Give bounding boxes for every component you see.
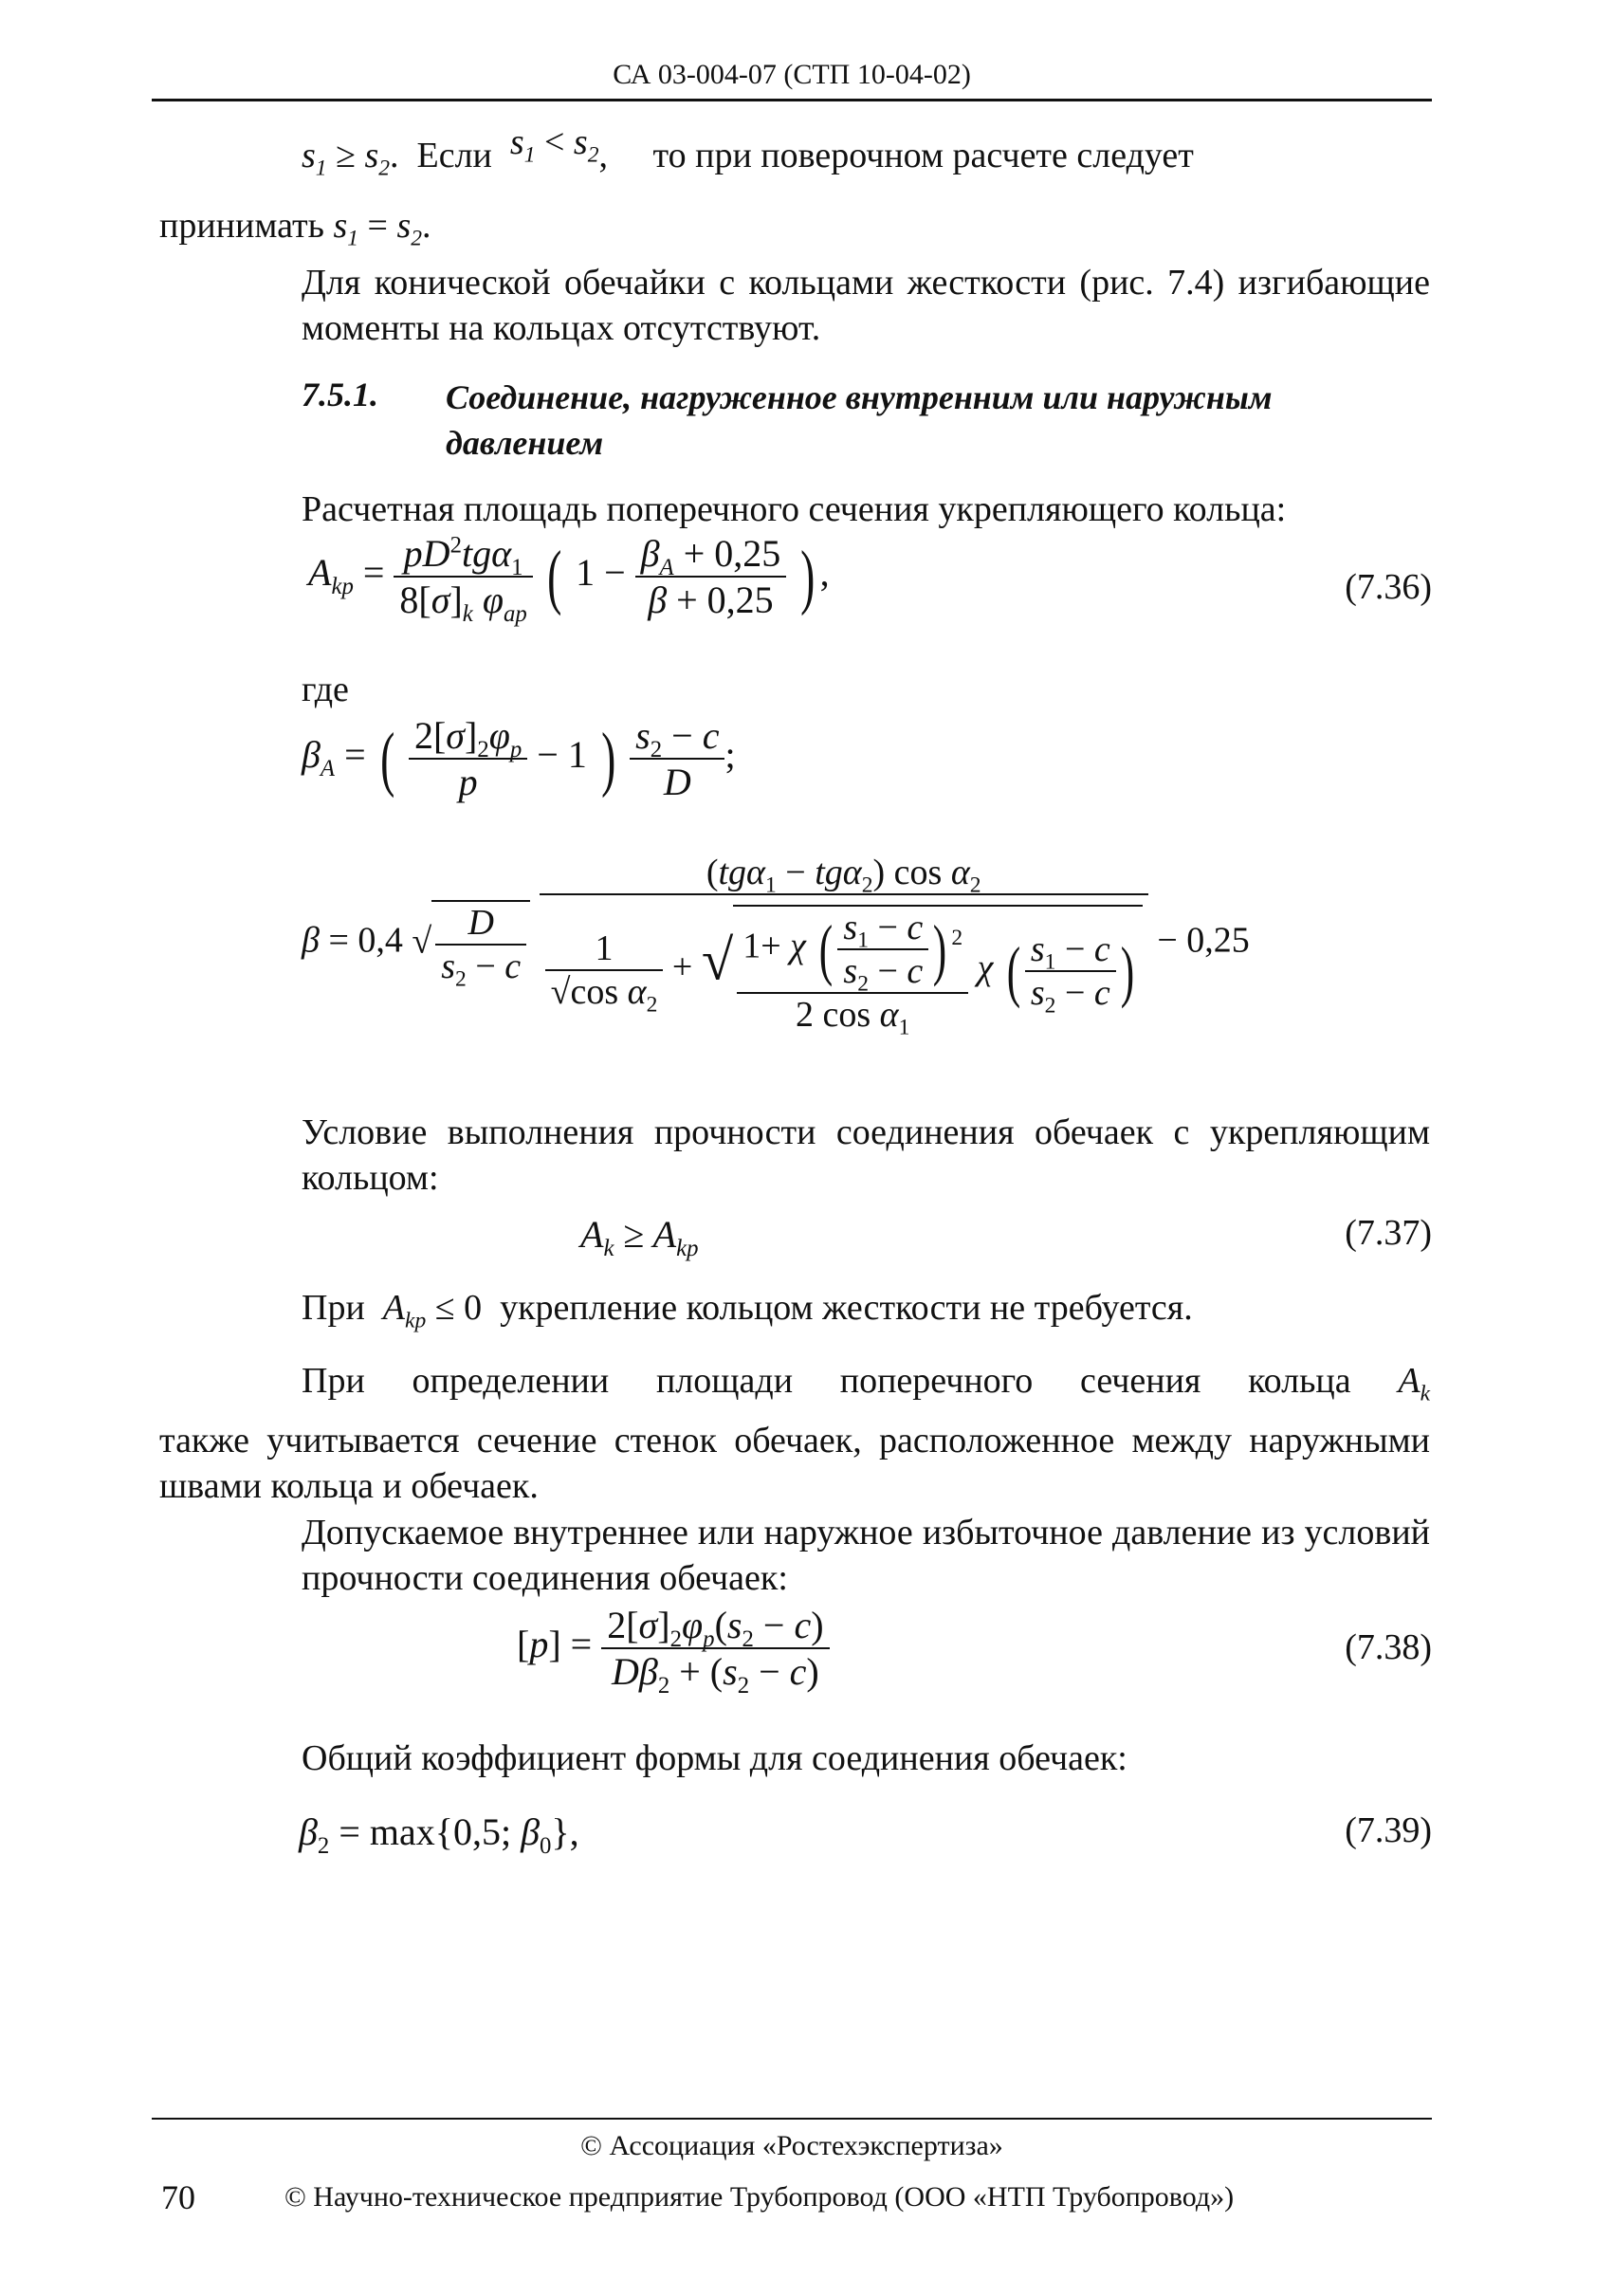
page-number: 70 [161,2178,195,2216]
paragraph-7-lead: При определении площади поперечного сечения кольца [302,1361,1351,1401]
paragraph-3: Для конической обечайки с кольцами жесткости (рис. 7.4) изгибающие моменты на кольцах отсутствуют. [302,263,1430,348]
paragraph-1: $s_1 \ge s_2$. Если $s_1 < s_2$, то при поверочном расчете следует [302,122,1194,181]
section-title: Соединение, нагруженное внутренним или наружным давлением [446,378,1273,462]
inline-formula-akp-le-0: $A_{kp} \le 0$ [382,1288,483,1333]
paragraph-6 [159,1285,1430,1331]
formula-7-38: [p] = $\frac{2[\sigma]_2\varphi_p(s_2 - c)}{D\beta_2 + (s_2 - c)}$ [517,1603,830,1694]
equation-number-7-38: (7.38) [1345,1627,1432,1667]
footer-enterprise: © Научно-техническое предприятие Трубопровод (ООО «НТП Трубопровод») [284,2181,1235,2213]
header-rule [152,99,1432,101]
paragraph-7-line-1 [159,1358,1430,1404]
formula-7-36: $A_{kp}$ = $\frac{pD^2tg\alpha_1}{8[\sigma]_k \varphi_{ap}}$ ( 1 − $\frac{\beta_A + 0,25}{\beta + 0,25}$ ) , [308,532,830,627]
paragraph-2: принимать $s_1 = s_2$. [159,206,431,251]
paragraph-1-if: Если [416,136,492,175]
paragraph-2-lead: принимать [159,206,324,246]
footer-association: © Ассоциация «Ростехэкспертиза» [580,2130,1003,2161]
equation-number-7-39: (7.39) [1345,1810,1432,1850]
formula-beta-a: $\beta_A$ = ( $\frac{2[\sigma]_2\varphi_p}{p}$ − 1 ) $\frac{s_2 - c}{D}$ ; [302,714,736,803]
footer-rule [152,2118,1432,2120]
inline-formula-s1-lt-s2: $s_1 < s_2$ [509,122,599,168]
paragraph-9: Общий коэффициент формы для соединения обечаек: [302,1738,1127,1778]
paragraph-5: Условие выполнения прочности соединения обечаек с укрепляющим кольцом: [302,1112,1430,1198]
paragraph-4: Расчетная площадь поперечного сечения укрепляющего кольца: [302,489,1287,529]
paragraph-6-tail: укрепление кольцом жесткости не требуется. [500,1288,1193,1328]
section-number: 7.5.1. [302,376,378,413]
inline-formula-s1-ge-s2: $s_1 \ge s_2$ [302,136,391,181]
inline-formula-ak: $A_k$ [1398,1361,1431,1406]
inline-formula-s1-eq-s2: $s_1 = s_2$ [333,206,423,251]
formula-7-37: $A_k \ge A_{kp}$ [580,1213,699,1261]
formula-beta: β = 0,4 √ $\frac{D}{s_2 - c}$ (tgα$_1$ − tgα$_2$) $\cos \alpha_2$ $\frac{1}{√\cos \alpha_2}$ + √ 1+ χ ( $\frac{s_1 - c}{s_2 - c}$ ) $^2$ 2 $\cos \alpha_1$ χ ( $\frac{s_1 - c}{s_2 - c}$ ) − 0,25 [302,853,1250,1040]
paragraph-7-rest: также учитывается сечение стенок обечаек, расположенное между наружными швами кольца и обечаек. [159,1421,1430,1506]
paragraph-1-tail: то при поверочном расчете следует [652,136,1194,175]
page-header: СА 03-004-07 (СТП 10-04-02) [613,59,971,90]
paragraph-6-lead: При [302,1288,365,1328]
equation-number-7-36: (7.36) [1345,567,1432,607]
paragraph-8: Допускаемое внутреннее или наружное избыточное давление из условий прочности соединения обечаек: [302,1513,1430,1598]
where-label: где [302,670,349,709]
formula-7-39: $\beta_2 = \max\{0,5$; $\beta_0$}, [299,1810,579,1859]
equation-number-7-37: (7.37) [1345,1213,1432,1253]
